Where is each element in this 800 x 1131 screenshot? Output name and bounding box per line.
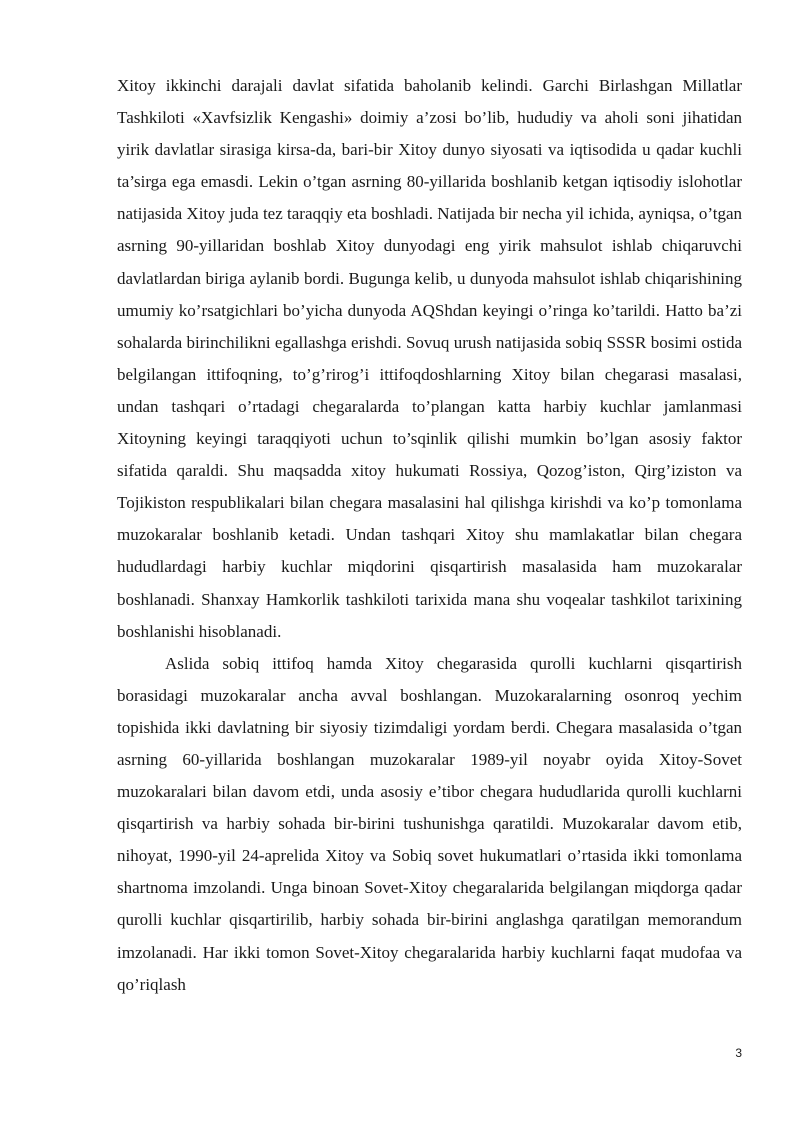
paragraph-1: Xitoy ikkinchi darajali davlat sifatida baholanib kelindi. Garchi Birlashgan Millatlar Tashkiloti «Xavfsizlik Kengashi» doimiy a’zosi bo’lib, hududiy va aholi soni jihatidan yirik davlatlar sirasiga kirsa-da, bari-bir Xitoy dunyo siyosati va iqtisodida u qadar kuchli ta’sirga ega emasdi. Lekin o’tgan asrning 80-yillarida boshlanib ketgan iqtisodiy islohotlar natijasida Xitoy juda tez taraqqiy eta boshladi. Natijada bir necha yil ichida, ayniqsa, o’tgan asrning 90-yillaridan boshlab Xitoy dunyodagi eng yirik mahsulot ishlab chiqaruvchi davlatlardan biriga aylanib bordi. Bugunga kelib, u dunyoda mahsulot ishlab chiqarishining umumiy ko’rsatgichlari bo’yicha dunyoda AQShdan keyingi o’ringa ko’tarildi. Hatto ba’zi sohalarda birinchilikni egallashga erishdi. Sovuq urush natijasida sobiq SSSR bosimi ostida belgilangan ittifoqning, to’g’rirog’i ittifoqdoshlarning Xitoy bilan chegarasi masalasi, undan tashqari o’rtadagi chegaralarda to’plangan katta harbiy kuchlar jamlanmasi Xitoyning keyingi taraqqiyoti uchun to’sqinlik qilishi mumkin bo’lgan asosiy faktor sifatida qaraldi. Shu maqsadda xitoy hukumati Rossiya, Qozog’iston, Qirg’iziston va Tojikiston respublikalari bilan chegara masalasini hal qilishga kirishdi va ko’p tomonlama muzokaralar boshlanib ketadi. Undan tashqari Xitoy shu mamlakatlar bilan chegara hududlardagi harbiy kuchlar miqdorini qisqartirish masalasida ham muzokaralar boshlanadi. Shanxay Hamkorlik tashkiloti tarixida mana shu voqealar tashkilot tarixining boshlanishi hisoblanadi. [117, 76, 742, 641]
page-number: 3 [735, 1046, 742, 1060]
paragraph-2: Aslida sobiq ittifoq hamda Xitoy chegarasida qurolli kuchlarni qisqartirish borasidagi muzokaralar ancha avval boshlangan. Muzokaralarning osonroq yechim topishida ikki davlatning bir siyosiy tizimdaligi yordam berdi. Chegara masalasida o’tgan asrning 60-yillarida boshlangan muzokaralar 1989-yil noyabr oyida Xitoy-Sovet muzokaralari bilan davom etdi, unda asosiy e’tibor chegara hududlarida qurolli kuchlarni qisqartirish va harbiy sohada bir-birini tushunishga qaratildi. Muzokaralar davom etib, nihoyat, 1990-yil 24-aprelida Xitoy va Sobiq sovet hukumatlari o’rtasida ikki tomonlama shartnoma imzolandi. Unga binoan Sovet-Xitoy chegaralarida belgilangan miqdorga qadar qurolli kuchlar qisqartirilib, harbiy sohada bir-birini anglashga qaratilgan memorandum imzolanadi. Har ikki tomon Sovet-Xitoy chegaralarida harbiy kuchlarni faqat mudofaa va qo’riqlash [117, 653, 742, 994]
document-body [117, 70, 742, 1001]
